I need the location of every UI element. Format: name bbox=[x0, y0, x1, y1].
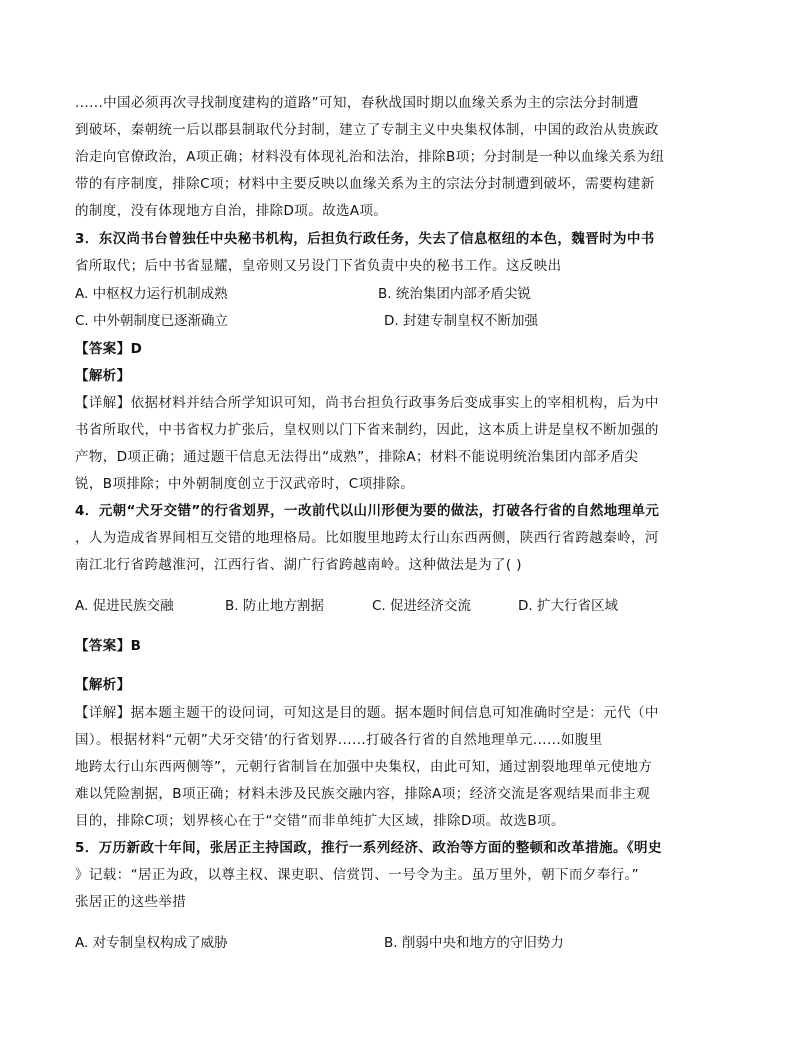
q4-answer: 【答案】B bbox=[75, 638, 142, 654]
q3-detail: 锐，B项排除；中外朝制度创立于汉武帝时，C项排除。 bbox=[75, 476, 415, 492]
q3-answer: 【答案】D bbox=[75, 341, 143, 357]
text-line: 的制度，没有体现地方自治，排除D项。故选A项。 bbox=[75, 203, 388, 219]
text-line: ......中国必须再次寻找制度建构的道路”可知，春秋战国时期以血缘关系为主的宗法分封制遭 bbox=[75, 95, 639, 111]
q4-option-d: D. 扩大行省区域 bbox=[518, 598, 618, 614]
q5-option-a: A. 对专制皇权构成了威胁 bbox=[75, 935, 228, 951]
question-4-stem: ，人为造成省界间相互交错的地理格局。比如腹里地跨太行山东西两侧，陕西行省跨越秦岭，河 bbox=[75, 530, 659, 546]
q4-detail: 目的，排除C项；划界核心在于“交错”而非单纯扩大区域，排除D项。故选B项。 bbox=[75, 813, 565, 829]
question-5-stem: 张居正的这些举措 bbox=[75, 894, 187, 910]
q4-detail: 地跨太行山东西两侧等”，元朝行省制旨在加强中央集权，由此可知，通过割裂地理单元使地方 bbox=[75, 759, 653, 775]
question-4-stem: 4．元朝“犬牙交错”的行省划界，一改前代以山川形便为要的做法，打破各行省的自然地理单元 bbox=[75, 503, 660, 519]
q3-option-d: D. 封建专制皇权不断加强 bbox=[384, 313, 538, 329]
q4-analysis-label: 【解析】 bbox=[75, 677, 131, 693]
q4-option-c: C. 促进经济交流 bbox=[372, 598, 472, 614]
q4-option-b: B. 防止地方割据 bbox=[225, 598, 324, 614]
q3-option-b: B. 统治集团内部矛盾尖锐 bbox=[378, 286, 531, 302]
q3-analysis-label: 【解析】 bbox=[75, 368, 131, 384]
q3-detail: 产物，D项正确；通过题干信息无法得出“成熟”，排除A；材料不能说明统治集团内部矛盾尖 bbox=[75, 449, 639, 465]
q3-detail: 【详解】依据材料并结合所学知识可知，尚书台担负行政事务后变成事实上的宰相机构，后为中 bbox=[75, 395, 659, 411]
text-line: 到破坏，秦朝统一后以郡县制取代分封制，建立了专制主义中央集权体制，中国的政治从贵族政 bbox=[75, 122, 659, 138]
q3-option-a: A. 中枢权力运行机制成熟 bbox=[75, 286, 228, 302]
q4-detail: 【详解】据本题主题干的设问词，可知这是目的题。据本题时间信息可知准确时空是：元代（中 bbox=[75, 705, 659, 721]
q4-option-a: A. 促进民族交融 bbox=[75, 598, 174, 614]
text-line: 带的有序制度，排除C项；材料中主要反映以血缘关系为主的宗法分封制遭到破坏，需要构建新 bbox=[75, 176, 655, 192]
question-3-stem: 省所取代；后中书省显耀，皇帝则又另设门下省负责中央的秘书工作。这反映出 bbox=[75, 258, 562, 274]
q4-detail: 国）。根据材料“元朝”犬牙交错’的行省划界......打破各行省的自然地理单元......如腹里 bbox=[75, 732, 603, 748]
q3-option-c: C. 中外朝制度已逐渐确立 bbox=[75, 313, 229, 329]
q5-option-b: B. 削弱中央和地方的守旧势力 bbox=[384, 935, 564, 951]
question-3-stem: 3．东汉尚书台曾独任中央秘书机构，后担负行政任务，失去了信息枢纽的本色，魏晋时为中书 bbox=[75, 231, 655, 247]
question-4-stem: 南江北行省跨越淮河，江西行省、湖广行省跨越南岭。这种做法是为了( ) bbox=[75, 557, 522, 573]
question-5-stem: 5．万历新政十年间，张居正主持国政，推行一系列经济、政治等方面的整顿和改革措施。《明史 bbox=[75, 840, 662, 856]
question-5-stem: 》记载：“居正为政，以尊主权、课吏职、信赏罚、一号令为主。虽万里外，朝下而夕奉行。” bbox=[75, 867, 640, 883]
text-line: 治走向官僚政治，A项正确；材料没有体现礼治和法治，排除B项；分封制是一种以血缘关系为纽 bbox=[75, 149, 665, 165]
q3-detail: 书省所取代，中书省权力扩张后，皇权则以门下省来制约，因此，这本质上讲是皇权不断加强的 bbox=[75, 422, 659, 438]
q4-detail: 难以凭险割据，B项正确；材料未涉及民族交融内容，排除A项；经济交流是客观结果而非主观 bbox=[75, 786, 651, 802]
